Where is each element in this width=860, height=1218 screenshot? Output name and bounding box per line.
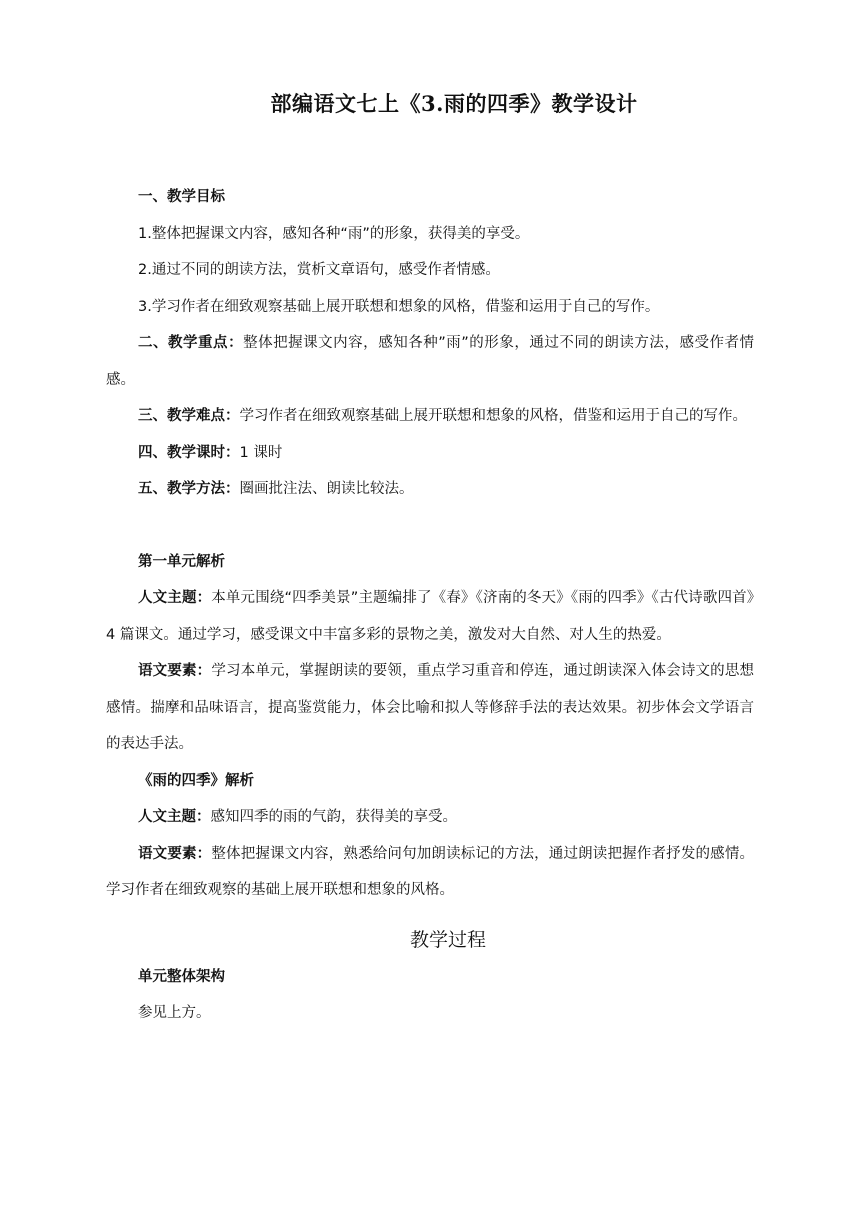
document-title: 部编语文七上《3.雨的四季》教学设计 [270, 91, 638, 116]
lesson-humanities-text: 感知四季的雨的气韵，获得美的享受。 [210, 809, 457, 825]
key-points-label: 二、教学重点： [138, 335, 244, 351]
lesson-humanities-paragraph [106, 799, 754, 836]
lesson-humanities-label: 人文主题： [138, 809, 211, 825]
unit-humanities-label: 人文主题： [138, 590, 212, 606]
section-spacer [106, 508, 754, 544]
key-points-paragraph [106, 325, 754, 398]
goal-item-2: 2.通过不同的朗读方法，赏析文章语句，感受作者情感。 [138, 262, 500, 278]
difficulties-text: 学习作者在细致观察基础上展开联想和想象的风格，借鉴和运用于自己的写作。 [239, 408, 747, 424]
unit-humanities-paragraph [106, 580, 754, 653]
lesson-language-text: 整体把握课文内容，熟悉给问句加朗读标记的方法，通过朗读把握作者抒发的感情。学习作者在细致观察的基础上展开联想和想象的风格。 [106, 845, 755, 898]
class-hours-paragraph [106, 435, 754, 472]
unit-analysis-heading: 第一单元解析 [138, 553, 225, 570]
lesson-analysis-heading: 《雨的四季》解析 [138, 772, 254, 789]
class-hours-label: 四、教学课时： [138, 444, 240, 461]
unit-language-label: 语文要素： [138, 663, 212, 679]
methods-text: 圈画批注法、朗读比较法。 [239, 481, 414, 497]
unit-structure-heading: 单元整体架构 [138, 968, 225, 985]
goals-heading: 一、教学目标 [138, 189, 225, 205]
difficulties-paragraph [106, 398, 754, 435]
methods-label: 五、教学方法： [138, 481, 240, 497]
difficulties-label: 三、教学难点： [138, 408, 240, 424]
unit-language-paragraph [106, 653, 754, 763]
unit-humanities-text: 本单元围绕“四季美景”主题编排了《春》《济南的冬天》《雨的四季》《古代诗歌四首》4 篇课文。通过学习，感受课文中丰富多彩的景物之美，激发对大自然、对人生的热爱。 [106, 590, 755, 643]
methods-paragraph [106, 471, 754, 508]
goal-item-3: 3.学习作者在细致观察基础上展开联想和想象的风格，借鉴和运用于自己的写作。 [138, 298, 660, 315]
process-heading: 教学过程 [409, 928, 486, 951]
unit-structure-text: 参见上方。 [138, 1005, 211, 1021]
class-hours-text: 1 课时 [239, 444, 283, 461]
lesson-language-paragraph [106, 836, 754, 909]
unit-language-text: 学习本单元，掌握朗读的要领，重点学习重音和停连，通过朗读深入体会诗文的思想感情。揣摩和品味语言，提高鉴赏能力，体会比喻和拟人等修辞手法的表达效果。初步体会文学语言的表达手法。 [106, 663, 755, 752]
goal-item-1: 1.整体把握课文内容，感知各种“雨”的形象，获得美的享受。 [138, 225, 530, 242]
document-body [106, 179, 754, 1032]
lesson-language-label: 语文要素： [138, 845, 212, 862]
key-points-text: 整体把握课文内容，感知各种”雨”的形象，通过不同的朗读方法，感受作者情感。 [106, 335, 755, 388]
